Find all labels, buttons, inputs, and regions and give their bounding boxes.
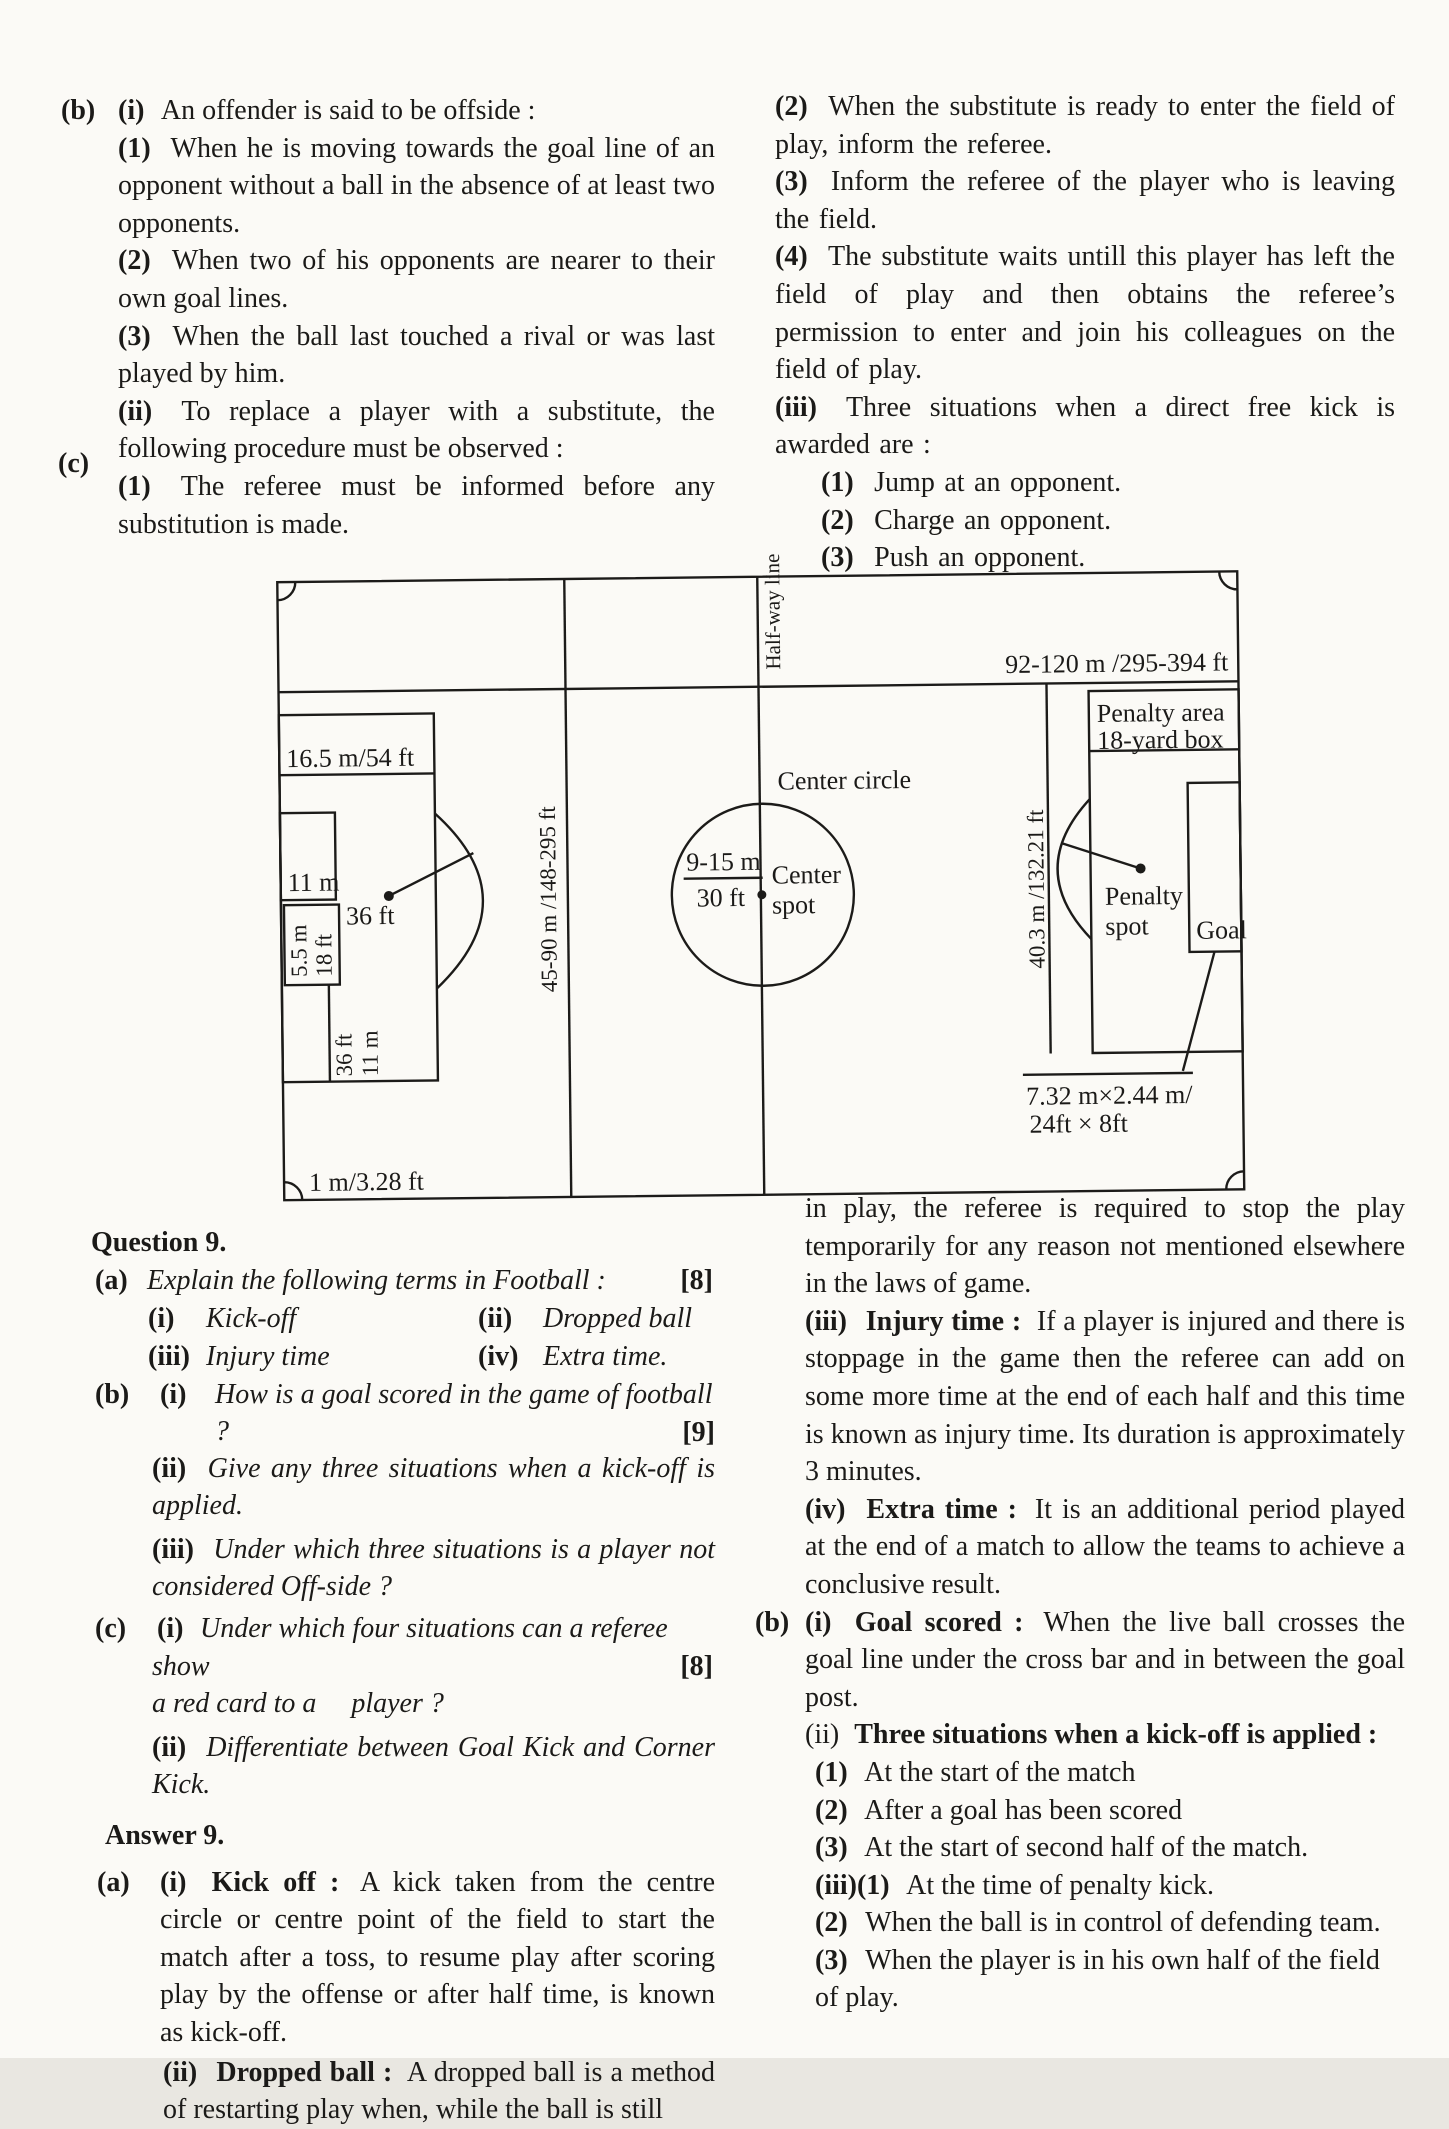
item-marker: (2) bbox=[815, 1794, 848, 1826]
list-item bbox=[815, 1867, 1405, 1905]
label-corner-arc: 1 m/3.28 ft bbox=[308, 1166, 425, 1197]
item-marker: (i) bbox=[160, 1866, 187, 1898]
terms-row-1 bbox=[75, 1300, 715, 1338]
item-text: Jump at an opponent. bbox=[874, 466, 1122, 498]
answer-continuation bbox=[805, 1190, 1405, 1303]
answer-text: If a player is injured and there is stoppage in the game then the referee can add on some more time at the end of each half and this time is known as injury time. Its duration is approximately 3 minutes. bbox=[805, 1305, 1406, 1488]
label-spot-distance-m: 11 m bbox=[287, 867, 340, 898]
label-penalty-spot-2: spot bbox=[1105, 911, 1149, 941]
item-marker: (i) bbox=[805, 1606, 832, 1638]
item-marker: (b) bbox=[95, 1378, 130, 1410]
item-marker: (ii) bbox=[163, 2056, 198, 2088]
label-penalty-area-1: Penalty area bbox=[1096, 697, 1225, 728]
label-goal-size-1: 7.32 m×2.44 m/ bbox=[1025, 1079, 1193, 1111]
item-marker: (3) bbox=[775, 166, 808, 198]
label-goal-area2-ft: 36 ft bbox=[331, 1033, 357, 1077]
paragraph bbox=[775, 238, 1395, 388]
label-field-length: 92-120 m /295-394 ft bbox=[1004, 647, 1229, 679]
item-marker: (iv) bbox=[805, 1493, 846, 1525]
label-circle-radius-m: 9-15 m bbox=[686, 846, 761, 877]
item-text: The referee must be informed before any substitution is made. bbox=[118, 470, 715, 540]
marks-badge: [8] bbox=[680, 1650, 713, 1682]
question-b-row bbox=[75, 1376, 715, 1448]
label-goal-area-ft: 18 ft bbox=[311, 933, 337, 977]
item-text: When he is moving towards the goal line of an opponent without a ball in the absence of at least two opponents. bbox=[118, 132, 715, 239]
paragraph bbox=[775, 88, 1395, 163]
list-item bbox=[815, 1792, 1405, 1830]
item-marker: (2) bbox=[815, 1907, 848, 1939]
label-field-width: 45-90 m /148-295 ft bbox=[534, 806, 562, 993]
item-marker: (a) bbox=[95, 1264, 128, 1296]
item-text: Push an opponent. bbox=[874, 542, 1086, 574]
paragraph bbox=[118, 318, 715, 393]
question-c bbox=[95, 1610, 715, 1723]
term-text: Kick-off bbox=[206, 1302, 297, 1334]
item-text: The substitute waits untill this player has left the field of play and then obtains the referee’s permission to enter and join his colleagues on the field of play. bbox=[775, 241, 1395, 386]
answer-term: Kick off : bbox=[211, 1866, 340, 1898]
list-item bbox=[815, 1829, 1405, 1867]
item-marker: (iii)(1) bbox=[815, 1869, 890, 1901]
item-marker: (b) bbox=[755, 1606, 790, 1638]
corner-ar c-top-left bbox=[277, 582, 295, 600]
label-center-circle: Center circle bbox=[777, 765, 912, 796]
answer-text: When the player is in his own half of the field of play. bbox=[815, 1944, 1380, 2014]
answer-text: A dropped ball is a method of restarting play when, while the ball is still bbox=[163, 2056, 715, 2126]
answer-term: Three situations when a kick-off is applied : bbox=[854, 1719, 1378, 1751]
item-marker: (ii) bbox=[805, 1719, 840, 1751]
item-marker: (ii) bbox=[152, 1452, 187, 1484]
label-goal: Goal bbox=[1196, 915, 1247, 945]
penalty-arc-left bbox=[435, 813, 484, 989]
label-goal-area2-m: 11 m bbox=[357, 1030, 383, 1077]
answer-b-i-goal-scored bbox=[755, 1604, 1405, 1717]
label-penalty-depth: 16.5 m/54 ft bbox=[286, 742, 415, 774]
corner-arc-bottom-right bbox=[1226, 1171, 1244, 1189]
question-text: Differentiate between Goal Kick and Corner Kick. bbox=[152, 1731, 716, 1801]
item-marker: (iii) bbox=[148, 1340, 190, 1372]
item-marker: (3) bbox=[821, 542, 854, 574]
penalty-spot-leader-right bbox=[1062, 842, 1140, 869]
question-b-text: How is a goal scored in the game of football ? bbox=[215, 1378, 713, 1448]
item-text: Inform the referee of the player who is leaving the field. bbox=[775, 166, 1395, 235]
question-a-row bbox=[75, 1262, 715, 1300]
label-goal-area-m: 5.5 m bbox=[286, 924, 312, 978]
corner-arc-top-right bbox=[1219, 571, 1237, 589]
center-spot bbox=[757, 890, 766, 899]
item-marker: (i) bbox=[160, 1378, 187, 1410]
answer-text: At the start of the match bbox=[864, 1756, 1136, 1788]
penalty-spot-leader-left bbox=[388, 853, 473, 896]
item-marker: (a) bbox=[97, 1866, 130, 1898]
answer-text: When the ball is in control of defending team. bbox=[865, 1907, 1381, 1939]
question-text: Under which three situations is a player not considered Off-side ? bbox=[152, 1533, 715, 1603]
answer-iii-injury-time bbox=[805, 1303, 1405, 1491]
item-marker: (iii) bbox=[152, 1533, 194, 1565]
item-marker: (i) bbox=[157, 1612, 184, 1644]
item-marker: (2) bbox=[821, 504, 854, 536]
item-marker-b: (b) bbox=[61, 95, 96, 126]
answer-iv-extra-time bbox=[805, 1491, 1405, 1604]
answer-text: in play, the referee is required to stop the play temporarily for any reason not mentioned elsewhere in the laws of game. bbox=[805, 1193, 1405, 1300]
marks-badge: [9] bbox=[682, 1416, 715, 1448]
label-center-spot-1: Center bbox=[771, 859, 842, 890]
item-marker: (2) bbox=[775, 91, 808, 122]
item-marker: (ii) bbox=[118, 395, 153, 427]
question-c-ii bbox=[152, 1729, 715, 1804]
term-text: Dropped ball bbox=[543, 1302, 693, 1334]
term-text: Extra time. bbox=[543, 1340, 668, 1372]
item-marker: (3) bbox=[815, 1944, 848, 1976]
label-penalty-width: 40.3 m /132.21 ft bbox=[1022, 809, 1050, 969]
item-text: When the substitute is ready to enter the field of play, inform the referee. bbox=[775, 91, 1396, 160]
answer-b-ii-heading bbox=[805, 1716, 1405, 1754]
list-item bbox=[815, 1754, 1405, 1792]
label-penalty-spot-1: Penalty bbox=[1104, 880, 1184, 911]
item-marker: (iii) bbox=[805, 1305, 847, 1337]
answer-a-i bbox=[97, 1864, 716, 2052]
item-marker: (c) bbox=[95, 1612, 127, 1644]
width-dimension-line bbox=[564, 579, 571, 1197]
penalty-depth-box-line bbox=[279, 773, 434, 775]
item-marker: (3) bbox=[118, 320, 151, 352]
terms-row-2 bbox=[75, 1338, 715, 1376]
question-b-iii bbox=[152, 1531, 715, 1606]
paragraph bbox=[118, 242, 715, 317]
paragraph bbox=[775, 163, 1395, 238]
item-marker: (ii) bbox=[478, 1302, 513, 1334]
answer-right-column bbox=[755, 1190, 1406, 2017]
list-item bbox=[815, 1942, 1405, 2017]
answer-a-ii bbox=[163, 2054, 715, 2129]
answer-text: When the live ball crosses the goal line under the cross bar and in between the goal post. bbox=[805, 1606, 1405, 1713]
answer-term: Dropped ball : bbox=[216, 2056, 393, 2088]
label-halfway-line: Half-way line bbox=[759, 553, 786, 670]
question-heading: Question 9. bbox=[91, 1227, 227, 1258]
answer-text: At the start of second half of the match. bbox=[864, 1832, 1309, 1864]
label-circle-radius-ft: 30 ft bbox=[696, 882, 746, 913]
corner-arc-bottom-left bbox=[284, 1182, 302, 1200]
football-field-diagram bbox=[200, 414, 1279, 1226]
question-answer-left-column bbox=[75, 1224, 715, 2129]
item-marker: (3) bbox=[815, 1832, 848, 1864]
question-a-text: Explain the following terms in Football : bbox=[147, 1264, 606, 1296]
marks-badge: [8] bbox=[680, 1264, 713, 1296]
item-text: When two of his opponents are nearer to their own goal lines. bbox=[118, 245, 715, 314]
item-marker: (iv) bbox=[478, 1340, 519, 1372]
answer-term: Injury time : bbox=[865, 1305, 1022, 1337]
question-c-line1: Under which four situations can a referee show bbox=[152, 1612, 668, 1682]
list-item bbox=[815, 1904, 1405, 1942]
item-marker: (i) bbox=[118, 95, 145, 126]
item-text: To replace a player with a substitute, the following procedure must be observed : bbox=[118, 395, 715, 465]
item-marker: (1) bbox=[118, 132, 151, 164]
goal-area-dimension-line bbox=[329, 985, 330, 1082]
item-marker: (1) bbox=[815, 1756, 848, 1788]
item-marker: (i) bbox=[148, 1302, 175, 1334]
answer-term: Extra time : bbox=[866, 1493, 1017, 1525]
label-spot-distance-ft: 36 ft bbox=[345, 900, 395, 931]
item-marker: (ii) bbox=[152, 1731, 187, 1763]
radius-fraction-line bbox=[684, 878, 763, 879]
goal-size-overline bbox=[1023, 1073, 1193, 1075]
penalty-arc-right bbox=[1057, 799, 1092, 939]
item-text: Three situations when a direct free kick is awarded are : bbox=[775, 391, 1395, 461]
item-marker: (2) bbox=[118, 245, 151, 277]
answer-text: A kick taken from the centre circle or centre point of the field to start the match after a toss, to resume play after scoring play by the offense or after half time, is known as kick-off. bbox=[160, 1866, 716, 2048]
label-center-spot-2: spot bbox=[771, 890, 816, 920]
term-text: Injury time bbox=[206, 1340, 330, 1372]
item-marker: (1) bbox=[118, 470, 151, 502]
answer-heading: Answer 9. bbox=[105, 1819, 225, 1851]
question-c-line2: a red card to a player ? bbox=[152, 1688, 444, 1720]
question-b-ii bbox=[152, 1450, 715, 1525]
item-text: An offender is said to be offside : bbox=[160, 95, 536, 126]
section-marker-c: (c) bbox=[58, 448, 90, 479]
paragraph bbox=[118, 130, 715, 243]
item-text: Charge an opponent. bbox=[874, 504, 1112, 536]
question-text: Give any three situations when a kick-off is applied. bbox=[152, 1452, 715, 1522]
answer-text: At the time of penalty kick. bbox=[906, 1869, 1215, 1901]
item-marker: (4) bbox=[775, 241, 808, 273]
label-penalty-area-2: 18-yard box bbox=[1096, 724, 1224, 755]
answer-text: It is an additional period played at the end of a match to allow the teams to achieve a conclusive result. bbox=[805, 1493, 1406, 1600]
item-marker: (1) bbox=[821, 466, 854, 498]
answer-term: Goal scored : bbox=[854, 1606, 1024, 1638]
answer-text: After a goal has been scored bbox=[864, 1794, 1183, 1826]
item-text: When the ball last touched a rival or was last played by him. bbox=[118, 320, 715, 390]
item-marker: (iii) bbox=[775, 391, 817, 423]
label-goal-size-2: 24ft × 8ft bbox=[1029, 1108, 1129, 1139]
goal-size-leader bbox=[1182, 952, 1216, 1071]
paragraph-b-i bbox=[61, 92, 715, 130]
